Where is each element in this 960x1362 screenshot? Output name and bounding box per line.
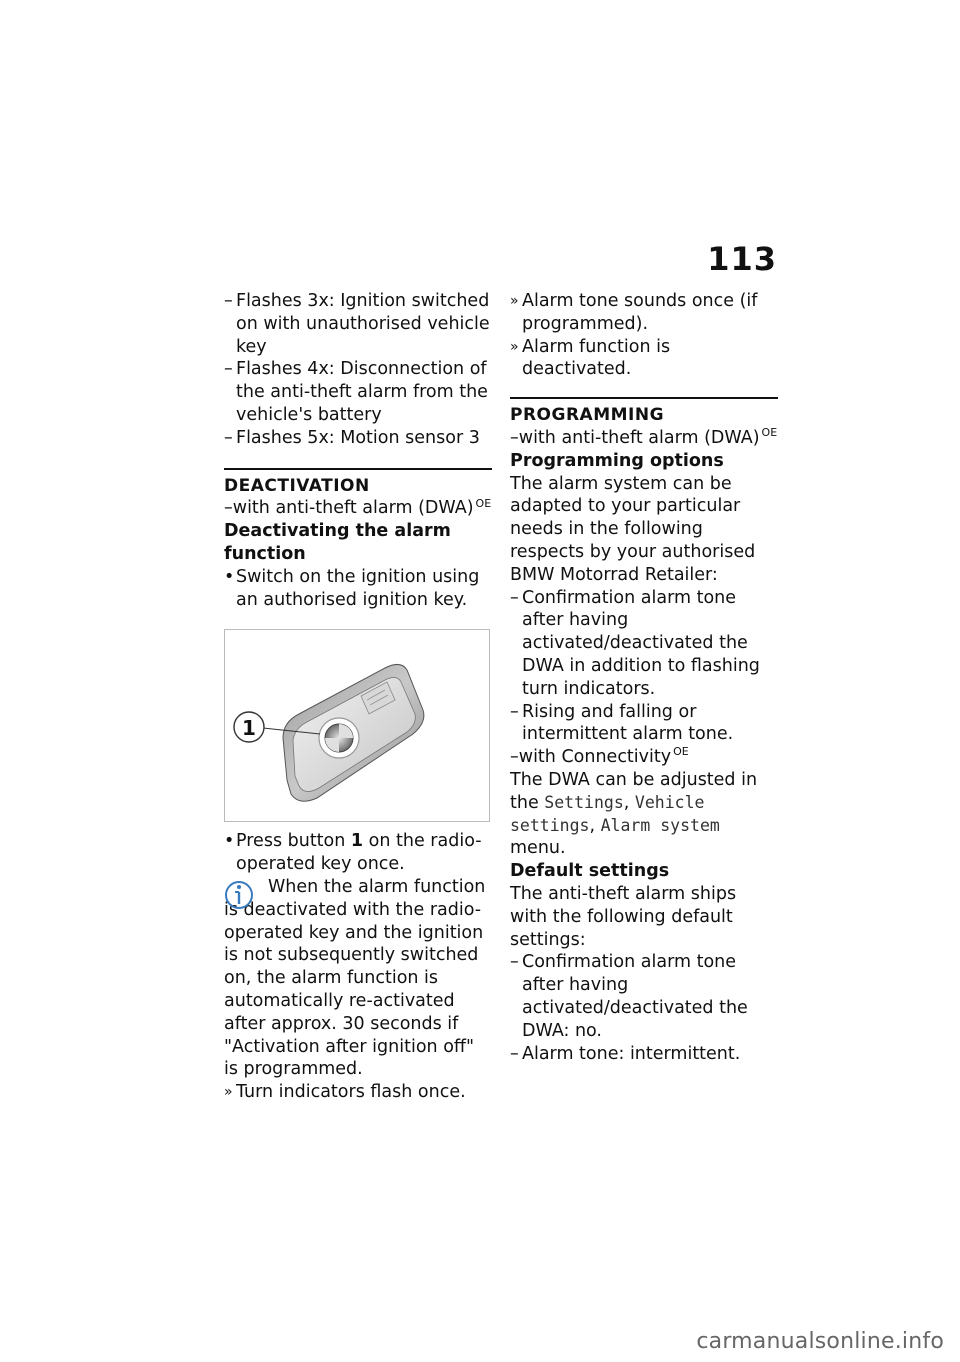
result-item: » Alarm function is deactivated. — [510, 336, 671, 380]
right-column — [510, 290, 778, 1065]
sub-heading: Programming options — [510, 450, 724, 471]
sub-heading: Default settings — [510, 861, 670, 882]
list-item: • Press button 1 on the radio-operated key once. — [224, 831, 482, 875]
menu-path: Vehicle settings — [510, 792, 705, 835]
list-item: – Confirmation alarm tone after having activated/deactivated the DWA in addition to flashing turn indicators. — [510, 587, 760, 699]
list-item: – Alarm tone: intermittent. — [510, 1043, 741, 1064]
result-item: » Turn indicators flash once. — [224, 1082, 466, 1103]
equipment-note: –with Connectivity $^{OE}$ — [510, 745, 689, 768]
menu-path: Settings — [544, 792, 624, 812]
list-item: – Flashes 4x: Disconnection of the anti-theft alarm from the vehicle's battery — [224, 359, 488, 425]
section-heading-programming: PROGRAMMING — [510, 397, 778, 427]
paragraph: The DWA can be adjusted in the Settings, Vehicle settings, Alarm system menu. — [510, 769, 758, 859]
list-item: • Switch on the ignition using an authorised ignition key. — [224, 566, 480, 610]
section-heading-deactivation: DEACTIVATION — [224, 468, 492, 498]
page-number: 113 — [707, 240, 777, 278]
equipment-note: –with anti-theft alarm (DWA) $^{OE}$ — [510, 426, 778, 448]
list-item: – Rising and falling or intermittent alarm tone. — [510, 701, 734, 745]
left-column — [224, 290, 492, 1104]
result-item: » Alarm tone sounds once (if programmed). — [510, 291, 758, 334]
equipment-note: –with anti-theft alarm (DWA) $^{OE}$ — [224, 496, 492, 519]
watermark: carmanualsonline.info — [696, 1329, 944, 1354]
list-item: – Confirmation alarm tone after having activated/deactivated the DWA: no. — [510, 952, 748, 1041]
paragraph: The anti-theft alarm ships with the following default settings: — [510, 883, 737, 950]
key-figure — [224, 629, 490, 822]
figure-callout-label: 1 — [242, 716, 256, 741]
info-note: When the alarm function is deactivated with the radio-operated key and the ignition is not subsequently switched on, the alarm function is automatically re-activated after approx. 30 seconds if "Activation after ignition off" is programmed. — [224, 876, 486, 1080]
paragraph: The alarm system can be adapted to your particular needs in the following respects by your authorised BMW Motorrad Retailer: — [510, 473, 756, 585]
list-item: – Flashes 5x: Motion sensor 3 — [224, 427, 480, 448]
list-item: – Flashes 3x: Ignition switched on with unauthorised vehicle key — [224, 291, 490, 357]
menu-path: Alarm system — [600, 815, 720, 835]
info-icon — [224, 878, 254, 919]
sub-heading: Deactivating the alarm function — [224, 521, 451, 564]
